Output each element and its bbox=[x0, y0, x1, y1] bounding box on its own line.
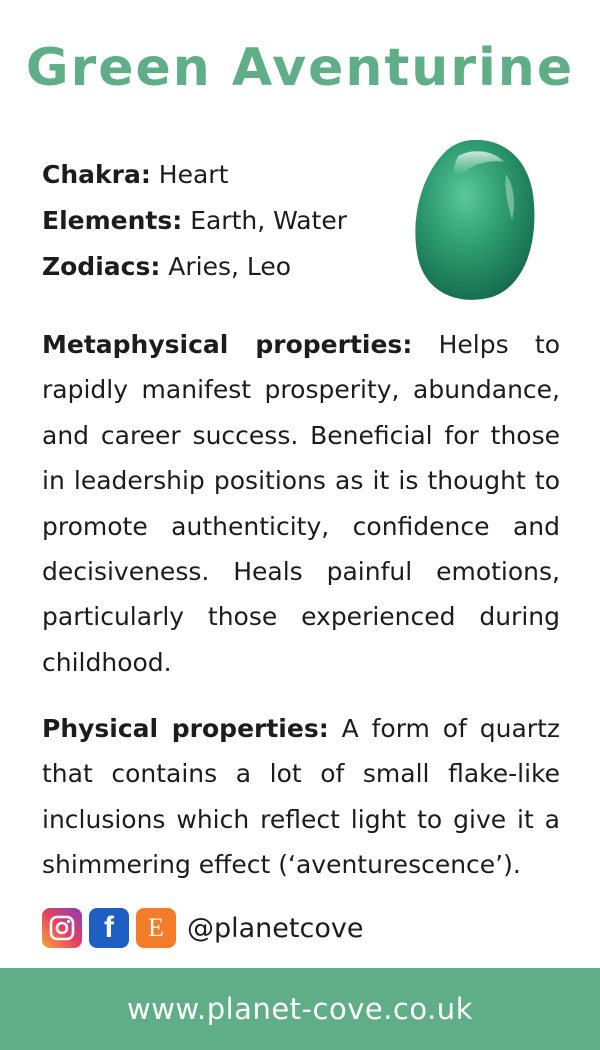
elements-label: Elements: bbox=[42, 206, 183, 235]
chakra-value: Heart bbox=[158, 160, 229, 189]
social-links bbox=[42, 906, 363, 950]
physical-text: A form of quartz that contains a lot of small flake-like inclusions which reflect light to give it a shimmering effect (‘aventurescence’). bbox=[42, 714, 560, 880]
stone-facts bbox=[42, 152, 402, 290]
physical-label: Physical properties: bbox=[42, 714, 329, 743]
metaphysical-properties bbox=[42, 322, 560, 685]
metaphysical-label: Metaphysical properties: bbox=[42, 330, 413, 359]
physical-properties bbox=[42, 706, 560, 888]
zodiacs-label: Zodiacs: bbox=[42, 252, 161, 281]
elements-value: Earth, Water bbox=[190, 206, 348, 235]
etsy-icon[interactable]: E bbox=[136, 908, 176, 948]
website-link[interactable]: www.planet-cove.co.uk bbox=[127, 992, 473, 1026]
footer-bar bbox=[0, 968, 600, 1050]
zodiacs-value: Aries, Leo bbox=[168, 252, 292, 281]
zodiacs-line bbox=[42, 244, 402, 290]
elements-line bbox=[42, 198, 402, 244]
chakra-line bbox=[42, 152, 402, 198]
aventurine-stone-image bbox=[410, 134, 542, 304]
facebook-icon[interactable]: f bbox=[89, 908, 129, 948]
metaphysical-text: Helps to rapidly manifest prosperity, abundance, and career success. Beneficial for those in leadership positions as it is thought to promote authenticity, confidence and decisiveness. Heals painful emotions, particularly those experienced during childhood. bbox=[42, 330, 560, 677]
instagram-icon[interactable] bbox=[42, 908, 82, 948]
social-handle: @planetcove bbox=[187, 912, 364, 944]
page-title: Green Aventurine bbox=[25, 38, 575, 98]
chakra-label: Chakra: bbox=[42, 160, 151, 189]
